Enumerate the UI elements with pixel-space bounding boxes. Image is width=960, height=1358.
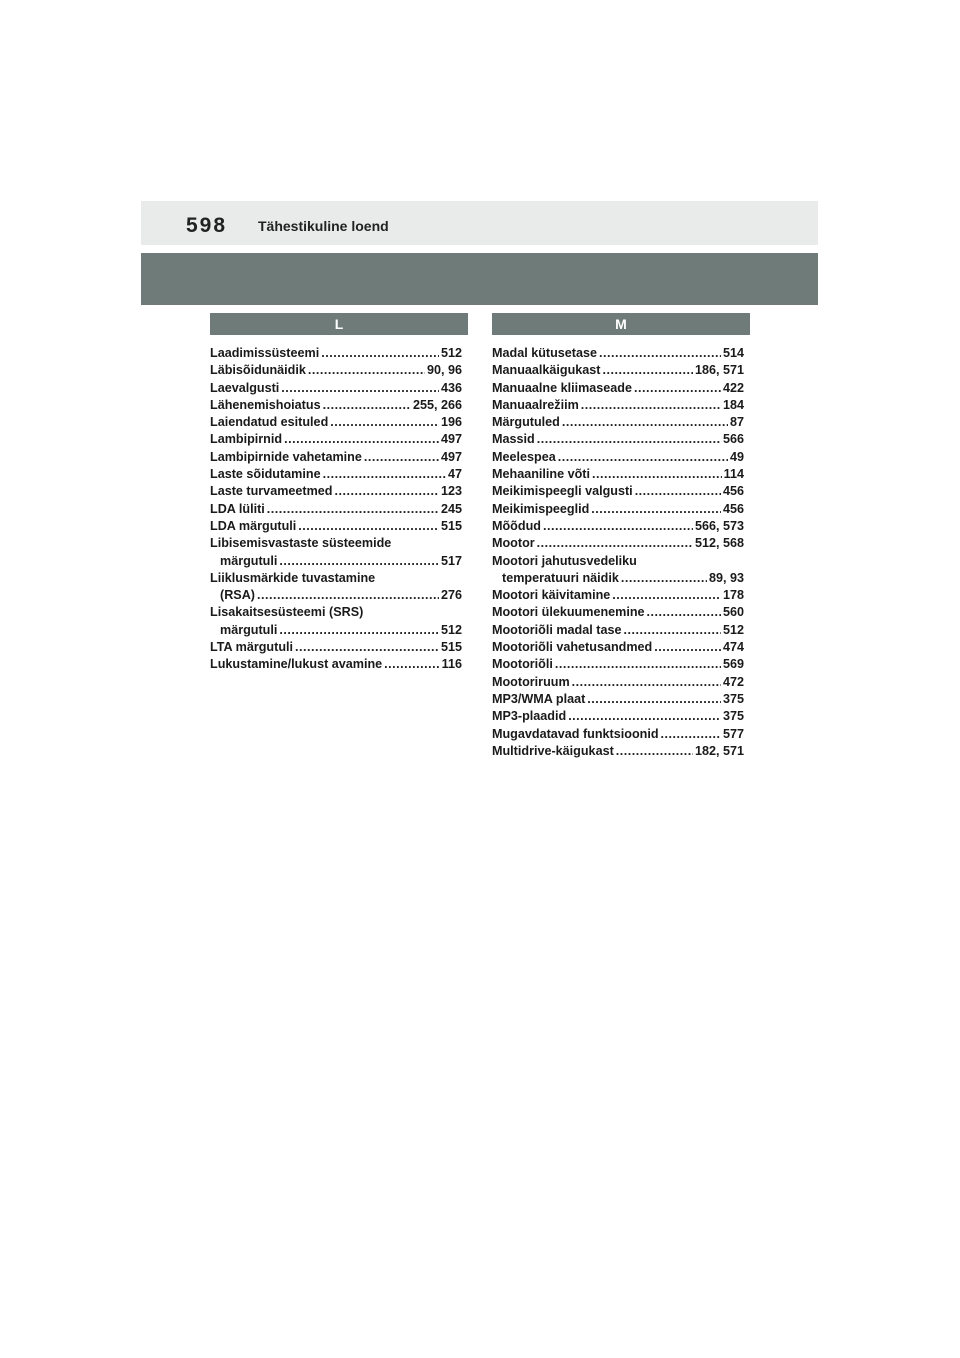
index-entry-term: Mootoriõli madal tase xyxy=(492,622,622,637)
dot-leader xyxy=(335,483,439,500)
index-entry-pages: 255, 266 xyxy=(412,397,462,412)
dot-leader xyxy=(581,397,721,414)
dot-leader xyxy=(298,518,439,535)
index-entry-pages: 569 xyxy=(722,657,744,672)
index-entry-pages: 245 xyxy=(440,501,462,516)
index-entry-term: Madal kütusetase xyxy=(492,346,597,360)
index-entry-term: Laste turvameetmed xyxy=(210,484,333,499)
index-entry-pages: 182, 571 xyxy=(694,743,744,758)
index-entry xyxy=(210,604,462,639)
index-entry xyxy=(492,518,744,535)
index-entries-m xyxy=(492,345,750,760)
index-entry xyxy=(492,449,744,466)
index-entry xyxy=(210,380,462,397)
dot-leader xyxy=(281,380,439,397)
index-entry xyxy=(492,639,744,656)
index-entry-term: Lambipirnid xyxy=(210,432,283,447)
index-entry-term: temperatuuri näidik xyxy=(502,570,619,585)
index-entry-term: Laadimissüsteemi xyxy=(210,346,320,360)
index-entry-term: Manuaalne kliimaseade xyxy=(492,380,632,395)
dot-leader xyxy=(555,656,721,673)
index-entry-term: märgutuli xyxy=(220,622,278,637)
index-entry xyxy=(492,587,744,604)
index-entry-pages: 560 xyxy=(722,605,744,620)
index-entry xyxy=(210,518,462,535)
index-entry-term: LTA märgutuli xyxy=(210,640,294,655)
index-entry xyxy=(210,431,462,448)
index-entry xyxy=(210,397,462,414)
index-entry-term: MP3-plaadid xyxy=(492,709,567,724)
index-entry-pages: 47 xyxy=(447,467,462,482)
index-entry-pages: 116 xyxy=(441,657,462,672)
dot-leader xyxy=(537,431,721,448)
index-entry-pages: 474 xyxy=(722,640,744,655)
index-entry-pages: 512 xyxy=(722,622,744,637)
index-entry xyxy=(492,743,744,760)
index-entry-term: (RSA) xyxy=(220,588,255,603)
dot-leader xyxy=(284,431,439,448)
dot-leader xyxy=(558,449,728,466)
dot-leader xyxy=(295,639,439,656)
dot-leader xyxy=(330,414,439,431)
header-strip xyxy=(141,201,818,245)
index-entry-term: Laiendatud esituled xyxy=(210,415,329,430)
index-entry-heading: Lisakaitsesüsteemi (SRS) xyxy=(210,605,364,620)
dot-leader xyxy=(592,466,722,483)
index-entry-term: Mootoriõli xyxy=(492,657,553,672)
index-entry-pages: 375 xyxy=(722,709,744,724)
index-entry-term: MP3/WMA plaat xyxy=(492,691,586,706)
index-entry-pages: 517 xyxy=(440,553,462,568)
dot-leader xyxy=(257,587,439,604)
index-entry-term: Laevalgusti xyxy=(210,380,280,395)
index-entry-pages: 87 xyxy=(729,415,744,430)
index-entry xyxy=(492,622,744,639)
index-entry-pages: 276 xyxy=(440,588,462,603)
index-entry-pages: 178 xyxy=(722,588,744,603)
dot-leader xyxy=(364,449,439,466)
index-entry-pages: 436 xyxy=(440,380,462,395)
index-entry-pages: 472 xyxy=(722,674,744,689)
dot-leader xyxy=(654,639,721,656)
index-entry-heading: Libisemisvastaste süsteemide xyxy=(210,536,392,551)
index-entry-term: Mugavdatavad funktsioonid xyxy=(492,726,659,741)
index-entry-term: Mootori ülekuumenemine xyxy=(492,605,645,620)
index-entry xyxy=(492,380,744,397)
index-entry xyxy=(210,362,462,379)
dot-leader xyxy=(562,414,728,431)
index-entry-heading: Liiklusmärkide tuvastamine xyxy=(210,570,376,585)
index-entry-pages: 196 xyxy=(440,415,462,430)
index-entry xyxy=(492,674,744,691)
index-entry-pages: 514 xyxy=(722,346,744,360)
index-entry-pages: 184 xyxy=(722,397,744,412)
index-entry-term: Mootor xyxy=(492,536,535,551)
index-entry xyxy=(210,414,462,431)
index-entry-term: Lambipirnide vahetamine xyxy=(210,449,362,464)
letter-heading-l: L xyxy=(210,313,468,335)
dot-leader xyxy=(587,691,721,708)
index-entry-term: Manuaalkäigukast xyxy=(492,363,601,378)
dot-leader xyxy=(623,622,721,639)
index-entry xyxy=(210,570,462,605)
index-entry-term: Meelespea xyxy=(492,449,556,464)
index-entry xyxy=(492,431,744,448)
dot-leader xyxy=(537,535,693,552)
index-entry-term: Märgutuled xyxy=(492,415,560,430)
dot-leader xyxy=(591,501,721,518)
index-entry xyxy=(492,345,744,362)
index-entry-pages: 456 xyxy=(722,484,744,499)
index-entry-pages: 515 xyxy=(440,640,462,655)
index-entry-pages: 114 xyxy=(723,467,744,482)
index-entry-term: Laste sõidutamine xyxy=(210,467,321,482)
index-entry-pages: 422 xyxy=(722,380,744,395)
index-entry-pages: 566, 573 xyxy=(694,518,744,533)
index-entry xyxy=(210,639,462,656)
dot-leader xyxy=(323,397,411,414)
index-column-l xyxy=(210,313,468,674)
index-entry-term: Lähenemishoiatus xyxy=(210,397,321,412)
index-entry xyxy=(492,691,744,708)
index-entry-pages: 456 xyxy=(722,501,744,516)
dot-leader xyxy=(599,345,721,362)
index-entry xyxy=(492,553,744,588)
index-entry xyxy=(210,466,462,483)
index-entry xyxy=(492,397,744,414)
dot-leader xyxy=(612,587,721,604)
index-entry xyxy=(492,708,744,725)
index-entry xyxy=(210,501,462,518)
dot-leader xyxy=(384,656,440,673)
index-entry-term: LDA lüliti xyxy=(210,501,265,516)
index-entry-term: Manuaalrežiim xyxy=(492,397,579,412)
index-entry xyxy=(210,449,462,466)
index-entry-term: Meikimispeeglid xyxy=(492,501,590,516)
index-entry xyxy=(492,535,744,552)
dot-leader xyxy=(661,726,721,743)
index-entry xyxy=(492,414,744,431)
index-entry-term: Mootoriõli vahetusandmed xyxy=(492,640,653,655)
index-entry-term: Lukustamine/lukust avamine xyxy=(210,657,383,672)
index-entry-pages: 512, 568 xyxy=(694,536,744,551)
index-entry xyxy=(492,656,744,673)
index-column-m xyxy=(492,313,750,760)
index-entry-pages: 123 xyxy=(440,484,462,499)
index-entry-pages: 512 xyxy=(440,346,462,360)
index-entry xyxy=(492,362,744,379)
index-entry-pages: 90, 96 xyxy=(426,363,462,378)
dot-leader xyxy=(267,501,439,518)
index-entry-pages: 566 xyxy=(722,432,744,447)
dot-leader xyxy=(616,743,693,760)
dot-leader xyxy=(568,708,721,725)
dot-leader xyxy=(635,483,721,500)
index-entry xyxy=(492,466,744,483)
dot-leader xyxy=(279,553,439,570)
index-entry xyxy=(492,483,744,500)
index-entry-term: märgutuli xyxy=(220,553,278,568)
index-entry xyxy=(210,656,462,673)
dot-leader xyxy=(603,362,693,379)
dot-leader xyxy=(621,570,707,587)
dot-leader xyxy=(321,345,439,362)
index-entry xyxy=(210,535,462,570)
index-entry-pages: 375 xyxy=(722,691,744,706)
index-entry-term: Mõõdud xyxy=(492,518,541,533)
dot-leader xyxy=(647,604,721,621)
header-band xyxy=(141,253,818,305)
index-entry-pages: 89, 93 xyxy=(708,570,744,585)
index-entry-term: Multidrive-käigukast xyxy=(492,743,614,758)
dot-leader xyxy=(543,518,693,535)
index-entry-pages: 49 xyxy=(729,449,744,464)
letter-heading-m: M xyxy=(492,313,750,335)
index-entry-term: Massid xyxy=(492,432,535,447)
index-entry xyxy=(492,501,744,518)
index-entry-heading: Mootori jahutusvedeliku xyxy=(492,553,637,568)
index-entry-term: Mootoriruum xyxy=(492,674,570,689)
index-entry-term: LDA märgutuli xyxy=(210,518,297,533)
index-entry-term: Läbisõidunäidik xyxy=(210,363,306,378)
page-number: 598 xyxy=(186,214,228,237)
index-entry-pages: 186, 571 xyxy=(694,363,744,378)
index-entry-pages: 577 xyxy=(722,726,744,741)
index-entries-l xyxy=(210,345,468,674)
dot-leader xyxy=(572,674,721,691)
index-entry xyxy=(492,604,744,621)
index-entry-term: Meikimispeegli valgusti xyxy=(492,484,633,499)
index-entry-pages: 497 xyxy=(440,432,462,447)
index-entry xyxy=(210,483,462,500)
index-entry-pages: 497 xyxy=(440,449,462,464)
index-entry-term: Mehaaniline võti xyxy=(492,467,590,482)
index-entry-pages: 512 xyxy=(440,622,462,637)
index-entry xyxy=(210,345,462,362)
index-entry xyxy=(492,726,744,743)
index-entry-term: Mootori käivitamine xyxy=(492,588,611,603)
dot-leader xyxy=(308,362,425,379)
dot-leader xyxy=(279,622,439,639)
dot-leader xyxy=(634,380,721,397)
dot-leader xyxy=(323,466,446,483)
index-entry-pages: 515 xyxy=(440,518,462,533)
section-title: Tähestikuline loend xyxy=(258,218,389,234)
